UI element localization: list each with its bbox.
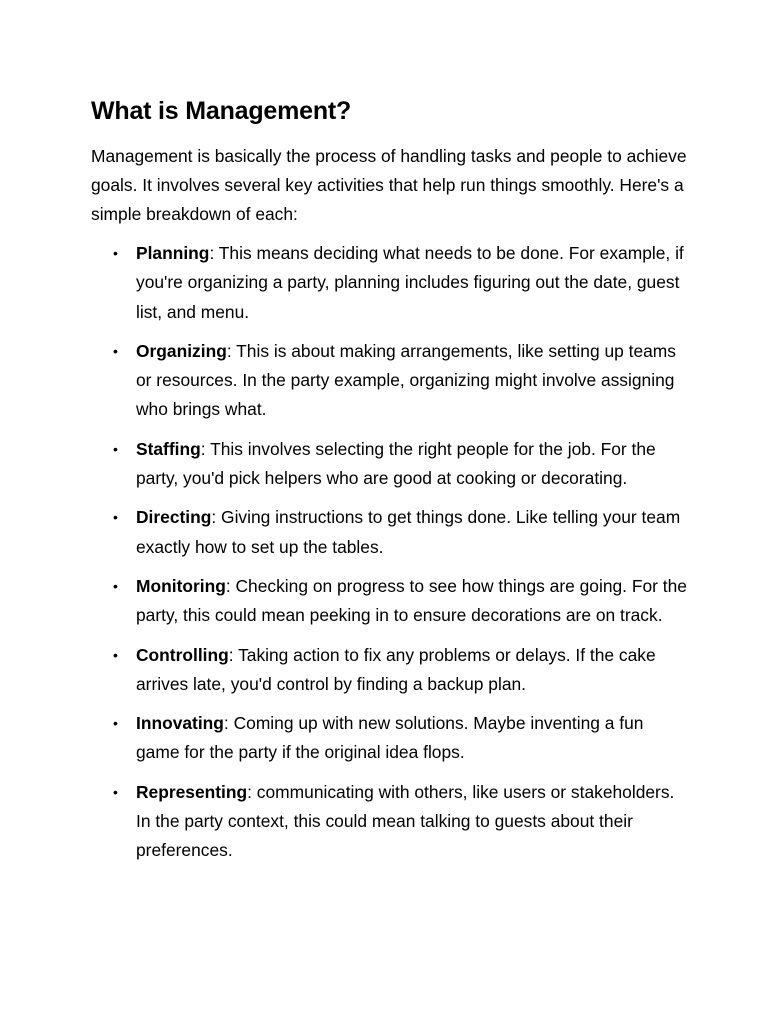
bullet-icon: • — [113, 577, 118, 594]
activity-list — [91, 239, 691, 866]
list-item — [91, 709, 691, 768]
bullet-icon: • — [113, 509, 118, 526]
list-item-text: : This involves selecting the right people for the job. For the party, you'd pick helpers who are good at cooking or decorating. — [136, 438, 656, 489]
list-item-text: : Coming up with new solutions. Maybe inventing a fun game for the party if the original idea flops. — [136, 713, 644, 763]
list-item-term: Monitoring — [136, 575, 226, 596]
list-item-term: Representing — [136, 781, 248, 802]
list-item — [91, 572, 691, 631]
list-item-term: Staffing — [136, 438, 201, 459]
list-item-text: : Checking on progress to see how things are going. For the party, this could mean peeking in to ensure decorations are on track. — [136, 575, 687, 626]
list-item-term: Planning — [136, 243, 210, 263]
bullet-icon: • — [113, 646, 118, 663]
list-item-term: Controlling — [136, 644, 229, 665]
list-item-term: Innovating — [136, 713, 224, 734]
list-item — [91, 778, 691, 866]
bullet-icon: • — [113, 715, 118, 732]
list-item-text: : Giving instructions to get things done. Like telling your team exactly how to set up the tables. — [136, 507, 681, 557]
intro-paragraph: Management is basically the process of handling tasks and people to achieve goals. It involves several key activities that help run things smoothly. Here's a simple breakdown of each: — [91, 146, 687, 224]
document-page — [91, 94, 691, 876]
list-item-term: Directing — [136, 507, 212, 528]
list-item — [91, 503, 691, 562]
list-item-text: : communicating with others, like users or stakeholders. In the party context, this could mean talking to guests about their preferences. — [136, 781, 675, 861]
list-item — [91, 337, 691, 425]
list-item-text: : This means deciding what needs to be done. For example, if you're organizing a party, planning includes figuring out the date, guest list, and menu. — [136, 243, 684, 322]
list-item-text: : This is about making arrangements, like setting up teams or resources. In the party example, organizing might involve assigning who brings what. — [136, 340, 676, 420]
list-item — [91, 641, 691, 700]
list-item-term: Organizing — [136, 340, 227, 361]
bullet-icon: • — [113, 440, 118, 457]
bullet-icon: • — [113, 342, 118, 359]
list-item — [91, 435, 691, 494]
list-item-text: : Taking action to fix any problems or delays. If the cake arrives late, you'd control by finding a backup plan. — [136, 644, 656, 694]
bullet-icon: • — [113, 245, 118, 261]
list-item — [91, 239, 691, 327]
bullet-icon: • — [113, 783, 118, 800]
page-title: What is Management? — [91, 97, 352, 125]
